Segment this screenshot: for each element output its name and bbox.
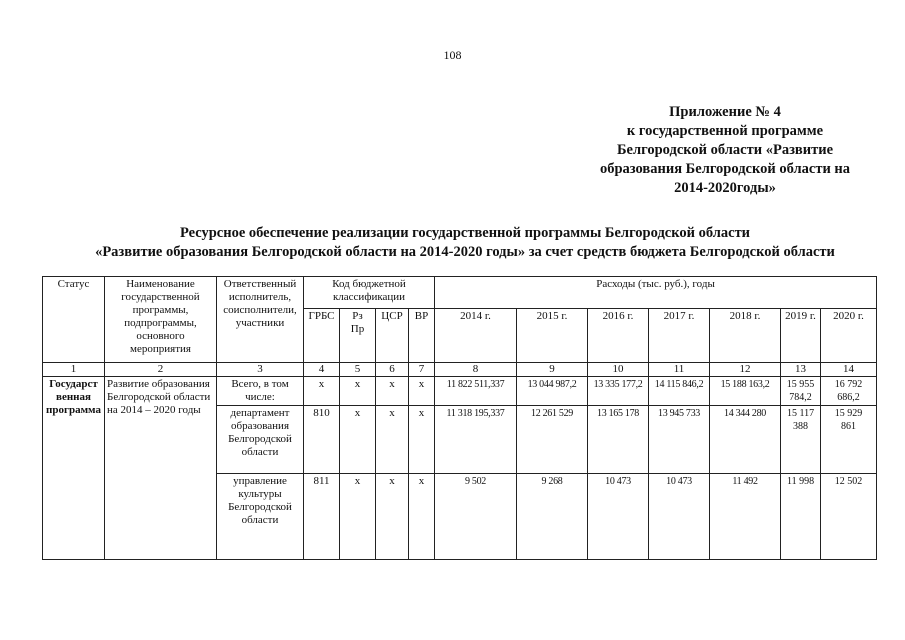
header-pr: Пр — [350, 323, 365, 335]
column-number: 14 — [821, 363, 877, 377]
vr-cell: х — [409, 377, 435, 406]
expense-cell: 13 044 987,2 — [517, 377, 588, 406]
expense-cell-2020 — [821, 377, 877, 406]
expense-cell: 12 261 529 — [517, 406, 588, 474]
appendix-note — [575, 103, 875, 198]
column-number: 5 — [340, 363, 376, 377]
column-number: 12 — [710, 363, 781, 377]
executor-cell: департамент образования Белгородской области — [217, 406, 304, 474]
header-name: Наименование государственной программы, подпрограммы, основного мероприятия — [105, 277, 217, 363]
expense-cell: 14 344 280 — [710, 406, 781, 474]
expense-cell: 11 492 — [710, 474, 781, 560]
expense-part: 686,2 — [837, 392, 860, 403]
expense-cell-2020 — [821, 406, 877, 474]
executor-cell: управление культуры Белгородской области — [217, 474, 304, 560]
expense-cell: 13 945 733 — [649, 406, 710, 474]
page-number: 108 — [443, 48, 462, 62]
expense-cell: 11 318 195,337 — [435, 406, 517, 474]
expense-part: 15 929 — [834, 408, 863, 419]
status-line: Государст — [49, 378, 98, 390]
expense-part: 861 — [841, 421, 857, 432]
column-number: 13 — [781, 363, 821, 377]
csr-cell: х — [376, 474, 409, 560]
rzpr-cell: х — [340, 474, 376, 560]
expense-part: 784,2 — [789, 392, 812, 403]
header-executor: Ответственный исполнитель, соисполнители, участники — [217, 277, 304, 363]
header-year: 2014 г. — [435, 309, 517, 363]
csr-cell: х — [376, 377, 409, 406]
expense-cell: 10 473 — [588, 474, 649, 560]
table-row — [43, 377, 877, 406]
document-heading — [40, 224, 890, 262]
appendix-line: к государственной программе — [626, 123, 824, 139]
expense-cell: 9 268 — [517, 474, 588, 560]
resource-table — [42, 276, 877, 560]
expense-cell-2019 — [781, 406, 821, 474]
column-number-row — [43, 363, 877, 377]
csr-cell: х — [376, 406, 409, 474]
header-vr: ВР — [409, 309, 435, 363]
appendix-line: Белгородской области «Развитие — [616, 142, 834, 158]
expense-cell: 13 165 178 — [588, 406, 649, 474]
appendix-line: Приложение № 4 — [669, 104, 781, 120]
header-year: 2017 г. — [649, 309, 710, 363]
vr-cell: х — [409, 406, 435, 474]
header-year: 2020 г. — [821, 309, 877, 363]
status-cell — [43, 377, 105, 560]
appendix-line: 2014-2020годы» — [674, 180, 776, 196]
column-number: 9 — [517, 363, 588, 377]
expense-cell: 9 502 — [435, 474, 517, 560]
expense-cell: 11 822 511,337 — [435, 377, 517, 406]
header-rzpr — [340, 309, 376, 363]
expense-part: 16 792 — [834, 379, 863, 390]
program-name-cell: Развитие образования Белгородской области на 2014 – 2020 годы — [105, 377, 217, 560]
appendix-line: образования Белгородской области на — [599, 161, 851, 177]
grbs-cell: х — [304, 377, 340, 406]
executor-cell: Всего, в том числе: — [217, 377, 304, 406]
status-line: программа — [46, 404, 101, 416]
expense-cell: 10 473 — [649, 474, 710, 560]
column-number: 10 — [588, 363, 649, 377]
heading-line: Ресурсное обеспечение реализации государственной программы Белгородской области — [179, 225, 751, 241]
expense-part: 15 117 — [786, 408, 815, 419]
expense-cell: 15 188 163,2 — [710, 377, 781, 406]
expense-cell-2019: 11 998 — [781, 474, 821, 560]
header-grbs: ГРБС — [304, 309, 340, 363]
rzpr-cell: х — [340, 406, 376, 474]
expense-cell-2019 — [781, 377, 821, 406]
header-status: Статус — [43, 277, 105, 363]
header-year: 2015 г. — [517, 309, 588, 363]
vr-cell: х — [409, 474, 435, 560]
header-year: 2018 г. — [710, 309, 781, 363]
header-budget-code: Код бюджетной классификации — [304, 277, 435, 309]
header-rz: Рз — [352, 310, 363, 322]
expense-cell: 13 335 177,2 — [588, 377, 649, 406]
expense-cell: 14 115 846,2 — [649, 377, 710, 406]
column-number: 8 — [435, 363, 517, 377]
column-number: 11 — [649, 363, 710, 377]
header-year: 2016 г. — [588, 309, 649, 363]
header-row — [43, 277, 877, 309]
expense-part: 15 955 — [786, 379, 815, 390]
column-number: 1 — [43, 363, 105, 377]
column-number: 3 — [217, 363, 304, 377]
header-csr: ЦСР — [376, 309, 409, 363]
status-line: венная — [56, 391, 91, 403]
column-number: 6 — [376, 363, 409, 377]
rzpr-cell: х — [340, 377, 376, 406]
header-year: 2019 г. — [781, 309, 821, 363]
column-number: 2 — [105, 363, 217, 377]
expense-cell-2020: 12 502 — [821, 474, 877, 560]
column-number: 4 — [304, 363, 340, 377]
heading-line: «Развитие образования Белгородской области на 2014-2020 годы» за счет средств бюджета Белгородской области — [95, 244, 835, 260]
expense-part: 388 — [793, 421, 809, 432]
header-expenses: Расходы (тыс. руб.), годы — [435, 277, 877, 309]
column-number: 7 — [409, 363, 435, 377]
grbs-cell: 811 — [304, 474, 340, 560]
grbs-cell: 810 — [304, 406, 340, 474]
